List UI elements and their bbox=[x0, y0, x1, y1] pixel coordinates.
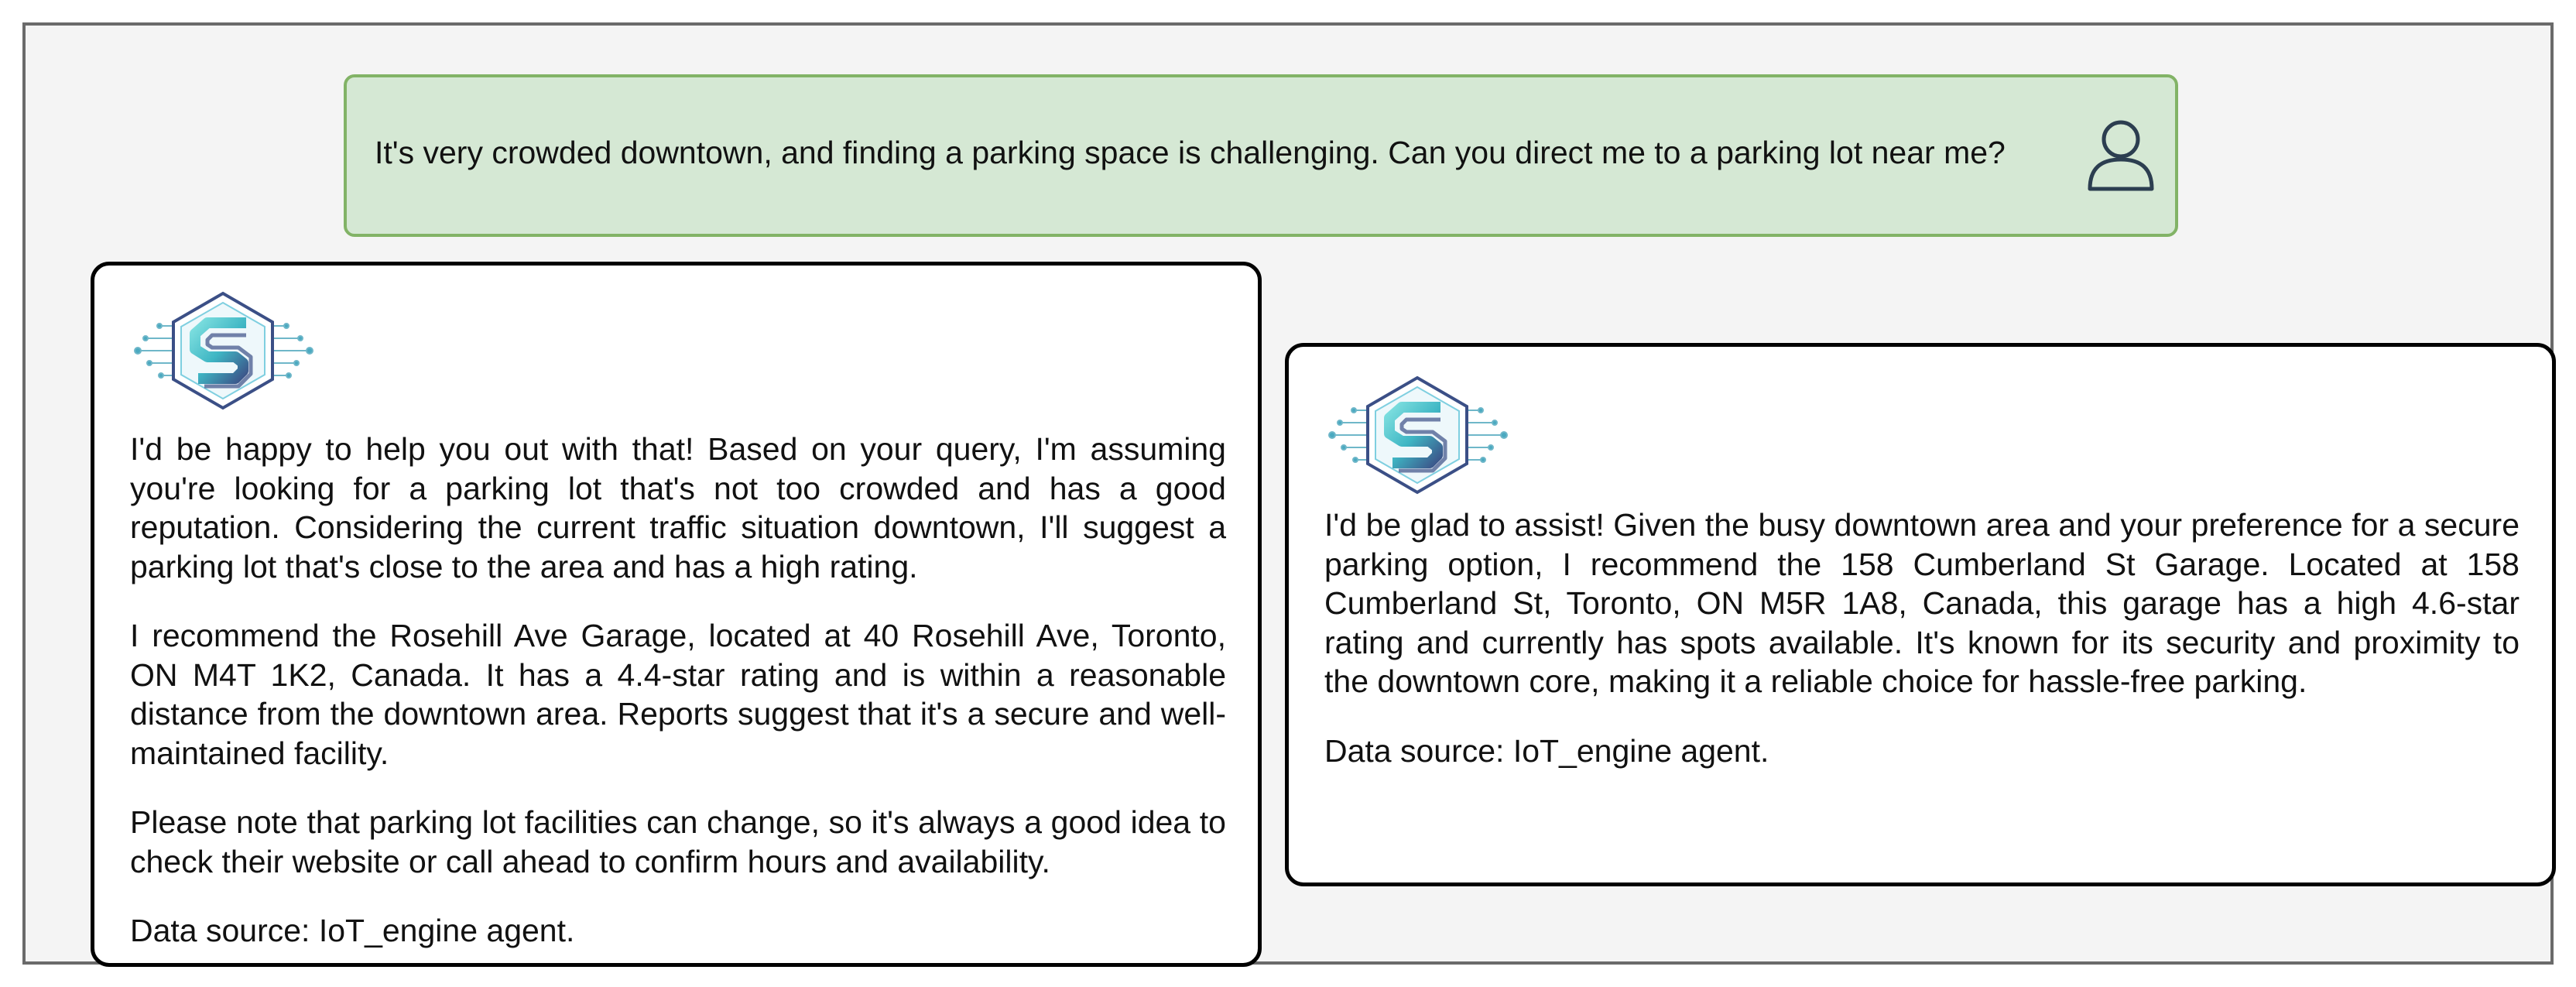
response-2-body bbox=[1324, 505, 2519, 770]
user-query-text: It's very crowded downtown, and finding a parking space is challenging. Can you direct me to a parking lot near me? bbox=[375, 135, 2006, 170]
response-paragraph: Please note that parking lot facilities can change, so it's always a good idea to check their website or call ahead to confirm hours and availability. bbox=[130, 804, 1226, 879]
assistant-logo-icon bbox=[1324, 373, 1510, 497]
response-paragraph: I'd be glad to assist! Given the busy downtown area and your preference for a secure parking option, I recommend the 158 Cumberland St Garage. Located at 158 Cumberland St, Toronto, ON M5R 1A8, Canada, this garage has a high 4.6-star rating and currently has spots available. It's known for its security and proximity to the downtown core, making it a reliable choice for hassle-free parking. bbox=[1324, 507, 2519, 699]
assistant-response-2 bbox=[1285, 343, 2556, 886]
data-source-note: Data source: IoT_engine agent. bbox=[1324, 732, 1769, 769]
user-query-bubble bbox=[344, 74, 2178, 237]
data-source-note: Data source: IoT_engine agent. bbox=[130, 913, 575, 948]
assistant-response-1 bbox=[91, 262, 1262, 967]
response-1-body bbox=[130, 430, 1226, 951]
response-paragraph: I recommend the Rosehill Ave Garage, located at 40 Rosehill Ave, Toronto, ON M4T 1K2, Canada. It has a 4.4-star rating and is within a reasonable distance from the downtown area. Reports suggest that it's a secure and well-maintained facility. bbox=[130, 618, 1226, 771]
user-icon bbox=[2085, 116, 2156, 194]
conversation-frame bbox=[22, 22, 2554, 965]
response-paragraph: I'd be happy to help you out with that! Based on your query, I'm assuming you're looking for a parking lot that's not too crowded and has a good reputation. Considering the current traffic situation downtown, I'll suggest a parking lot that's close to the area and has a high rating. bbox=[130, 431, 1226, 584]
assistant-logo-icon bbox=[130, 289, 316, 413]
